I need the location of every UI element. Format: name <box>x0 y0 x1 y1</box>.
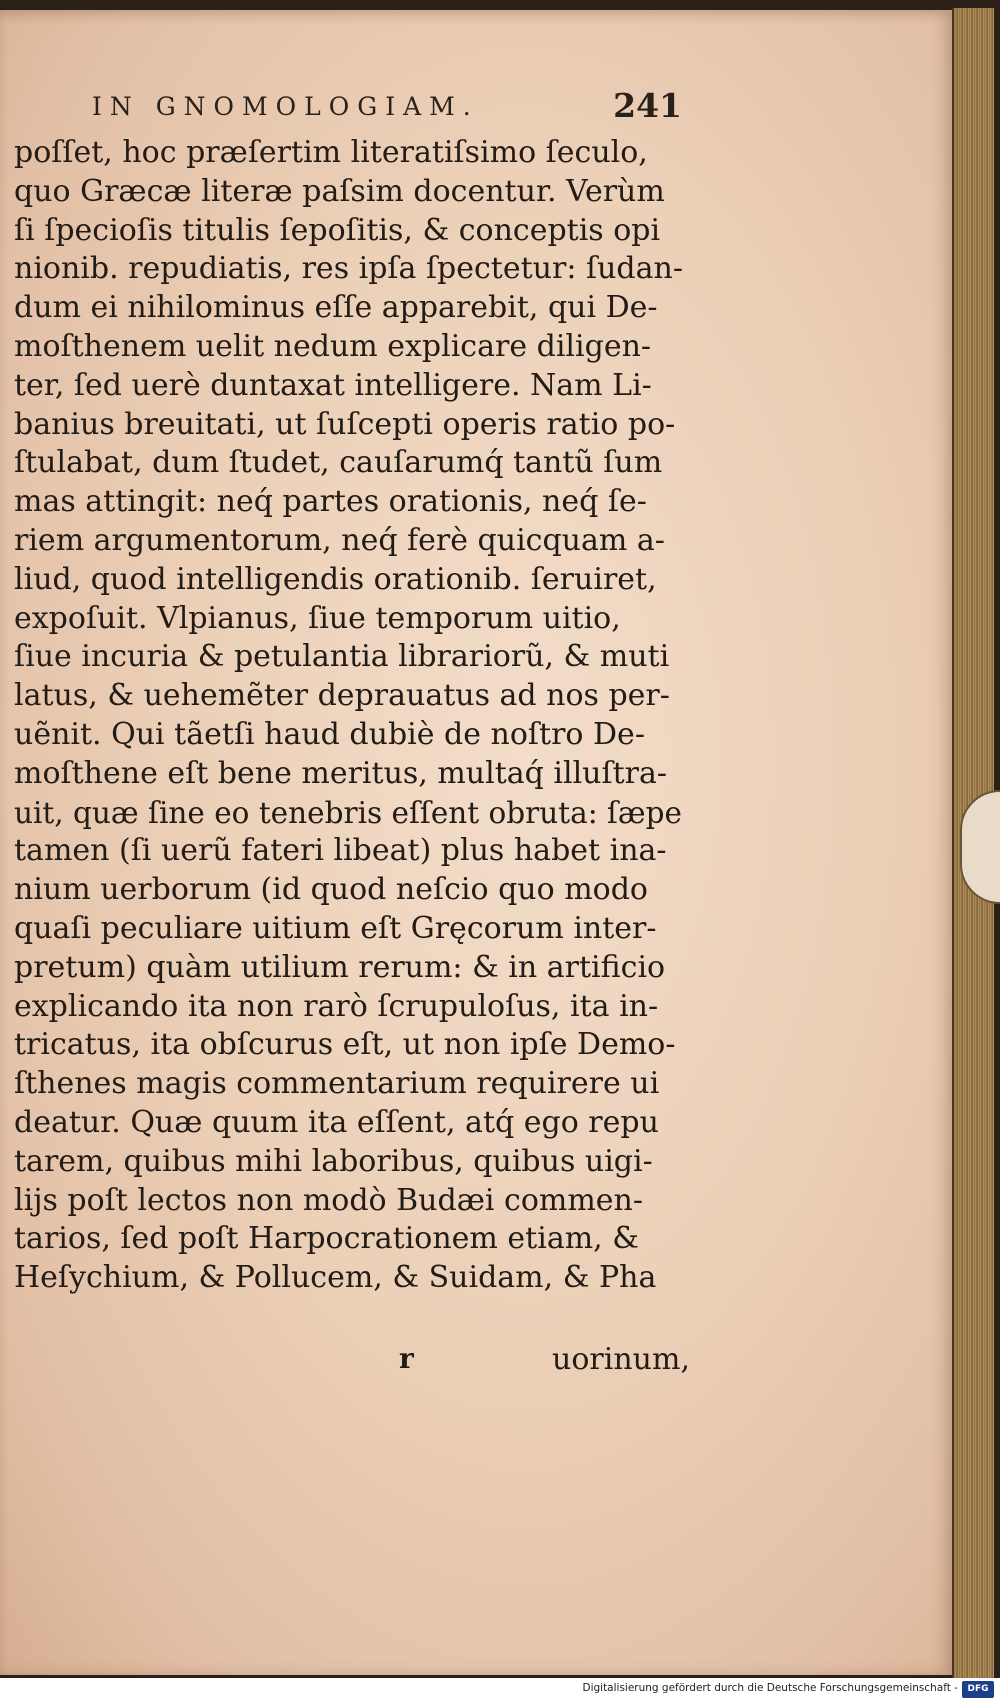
text-line: dum ei nihilominus eſſe apparebit, qui De- <box>14 290 658 326</box>
credit-bar <box>0 1678 1000 1702</box>
text-line: nium uerborum (id quod neſcio quo modo <box>14 872 648 908</box>
text-line: moſthene eſt bene meritus, multaq́ illuſtra- <box>14 755 668 791</box>
page-footer <box>14 1342 690 1382</box>
text-line: latus, & uehemẽter deprauatus ad nos per- <box>14 678 670 714</box>
text-line: quaſi peculiare uitium eſt Gręcorum inter- <box>14 910 657 946</box>
text-line: liud, quod intelligendis orationib. ſeruiret, <box>14 561 657 597</box>
text-line: poſſet, hoc præſertim literatiſsimo ſeculo, <box>14 135 648 170</box>
text-line: expoſuit. Vlpianus, ſiue temporum uitio, <box>14 600 621 636</box>
text-line: tamen (ſi uerũ fateri libeat) plus habet ina- <box>14 833 667 869</box>
text-line: tricatus, ita obſcurus eſt, ut non ipſe Demo- <box>14 1027 676 1063</box>
text-line: pretum) quàm utilium rerum: & in artificio <box>14 949 666 985</box>
running-head: IN GNOMOLOGIAM. <box>92 92 479 121</box>
catchword: uorinum, <box>552 1342 690 1377</box>
text-line: uit, quæ ſine eo tenebris eſſent obruta: ſæpe <box>14 795 682 830</box>
text-line: ſi ſpecioſis titulis ſepoſitis, & conceptis opi <box>14 212 661 248</box>
digitization-credit: Digitalisierung gefördert durch die Deutsche Forschungsgemeinschaft - <box>582 1682 958 1694</box>
dfg-logo: DFG <box>962 1681 994 1698</box>
text-line: riem argumentorum, neq́ ferè quicquam a- <box>14 522 665 558</box>
text-line: mas attingit: neq́ partes orationis, neq́ ſe- <box>14 484 647 520</box>
book-page <box>0 10 952 1675</box>
text-line: quo Græcæ literæ paſsim docentur. Verùm <box>14 173 665 209</box>
text-line: lijs poſt lectos non modò Budæi commen- <box>14 1182 644 1218</box>
text-line: banius breuitati, ut ſuſcepti operis ratio po- <box>14 406 676 442</box>
text-line: moſthenem uelit nedum explicare diligen- <box>14 328 652 364</box>
text-line: ſtulabat, dum ſtudet, cauſarumq́ tantũ ſum <box>14 445 663 481</box>
text-line: explicando ita non rarò ſcrupuloſus, ita in- <box>14 988 659 1024</box>
signature-mark: r <box>399 1342 414 1375</box>
page-header <box>92 86 682 126</box>
text-line: tarem, quibus mihi laboribus, quibus uigi- <box>14 1143 653 1179</box>
body-text <box>14 134 690 1298</box>
text-line: ſiue incuria & petulantia librariorũ, & muti <box>14 639 670 675</box>
text-line: uẽnit. Qui tãetſi haud dubiè de noſtro De- <box>14 716 645 752</box>
text-line: ſthenes magis commentarium requirere ui <box>14 1066 660 1102</box>
page-number: 241 <box>613 86 682 125</box>
text-line: ter, ſed uerè duntaxat intelligere. Nam Li- <box>14 367 652 403</box>
text-line: Heſychium, & Pollucem, & Suidam, & Pha <box>14 1260 657 1296</box>
text-line: tarios, ſed poſt Harpocrationem etiam, & <box>14 1221 639 1257</box>
text-line: deatur. Quæ quum ita eſſent, atq́ ego repu <box>14 1104 659 1140</box>
text-line: nionib. repudiatis, res ipſa ſpectetur: ſudan- <box>14 251 683 287</box>
